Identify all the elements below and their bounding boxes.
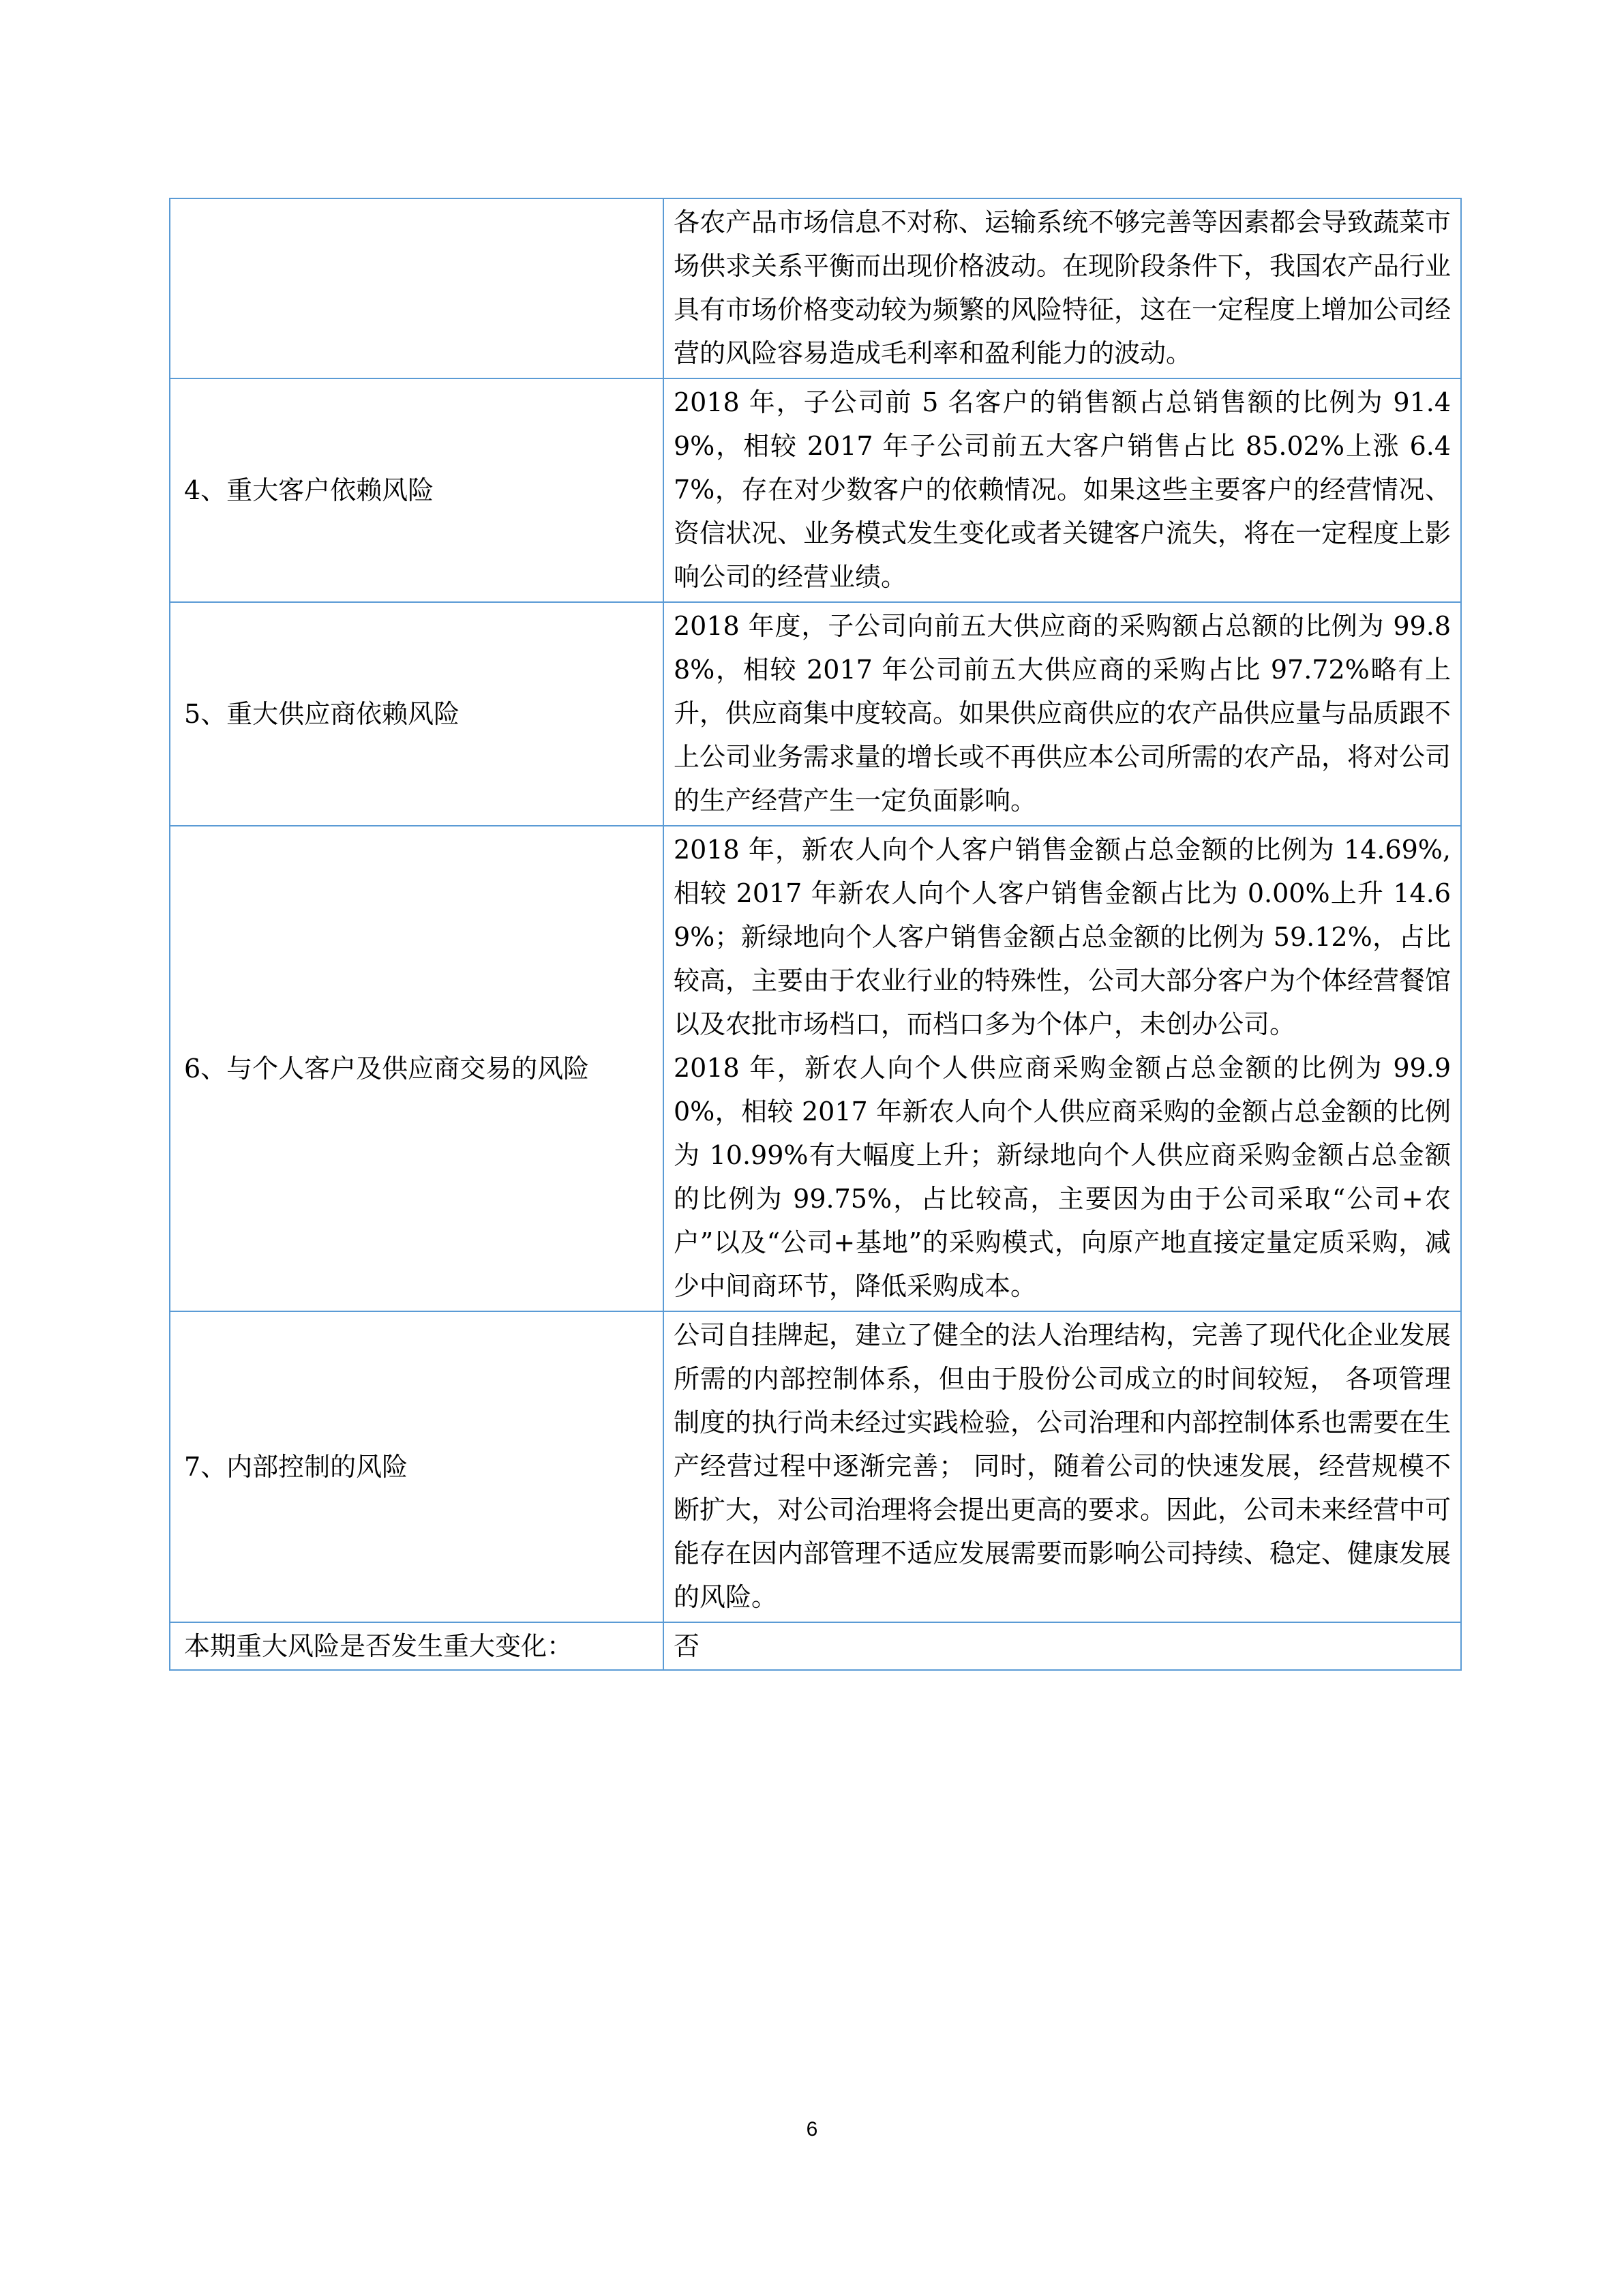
risk-description-paragraph: 公司自挂牌起，建立了健全的法人治理结构，完善了现代化企业发展所需的内部控制体系，但由于股份公司成立的时间较短， 各项管理制度的执行尚未经过实践检验，公司治理和内部控制体系也需要在生产经营过程中逐渐完善； 同时，随着公司的快速发展，经营规模不断扩大，对公司治理将会提出更高的要求。因此，公司未来经营中可能存在因内部管理不适应发展需要而影响公司持续、稳定、健康发展的风险。 (674, 1320, 1452, 1612)
risk-description-paragraph: 2018 年度，子公司向前五大供应商的采购额占总额的比例为 99.88%，相较 2017 年公司前五大供应商的采购占比 97.72%略有上升，供应商集中度较高。如果供应商供应的农产品供应量与品质跟不上公司业务需求量的增长或不再供应本公司所需的农产品，将对公司的生产经营产生一定负面影响。 (674, 611, 1452, 816)
table-row (170, 602, 1461, 826)
risk-name-cell: 7、内部控制的风险 (170, 1311, 663, 1622)
risk-description-cell (663, 826, 1461, 1311)
risk-name-cell: 5、重大供应商依赖风险 (170, 602, 663, 826)
risk-name-cell: 4、重大客户依赖风险 (170, 378, 663, 602)
risk-description-paragraph: 2018 年，新农人向个人供应商采购金额占总金额的比例为 99.90%，相较 2017 年新农人向个人供应商采购的金额占总金额的比例为 10.99%有大幅度上升；新绿地向个人供应商采购金额占总金额的比例为 99.75%，占比较高，主要因为由于公司采取“公司+农户”以及“公司+基地”的采购模式，向原产地直接定量定质采购，减少中间商环节，降低采购成本。 (674, 1053, 1451, 1301)
risk-description-cell (663, 1311, 1461, 1622)
risk-description-paragraph: 2018 年，新农人向个人客户销售金额占总金额的比例为 14.69%,相较 2017 年新农人向个人客户销售金额占比为 0.00%上升 14.69%；新绿地向个人客户销售金额占总金额的比例为 59.12%，占比较高，主要由于农业行业的特殊性，公司大部分客户为个体经营餐馆以及农批市场档口，而档口多为个体户，未创办公司。 (674, 835, 1452, 1039)
summary-label: 本期重大风险是否发生重大变化： (170, 1622, 663, 1670)
risk-description-cell (663, 378, 1461, 602)
table-row (170, 1311, 1461, 1622)
risk-table (169, 198, 1462, 1671)
risk-description-paragraph: 2018 年，子公司前 5 名客户的销售额占总销售额的比例为 91.49%，相较 2017 年子公司前五大客户销售占比 85.02%上涨 6.47%，存在对少数客户的依赖情况。如果这些主要客户的经营情况、资信状况、业务模式发生变化或者关键客户流失，将在一定程度上影响公司的经营业绩。 (674, 387, 1452, 592)
risk-description-cell (663, 198, 1461, 378)
table-row (170, 826, 1461, 1311)
page-number: 6 (806, 2118, 818, 2141)
risk-name-cell: 6、与个人客户及供应商交易的风险 (170, 826, 663, 1311)
risk-description-cell (663, 602, 1461, 826)
table-row (170, 378, 1461, 602)
table-row (170, 198, 1461, 378)
summary-row (170, 1622, 1461, 1670)
summary-value: 否 (663, 1622, 1461, 1670)
risk-name-cell (170, 198, 663, 378)
risk-description-paragraph: 各农产品市场信息不对称、运输系统不够完善等因素都会导致蔬菜市场供求关系平衡而出现价格波动。在现阶段条件下，我国农产品行业具有市场价格变动较为频繁的风险特征，这在一定程度上增加公司经营的风险容易造成毛利率和盈利能力的波动。 (674, 207, 1452, 368)
